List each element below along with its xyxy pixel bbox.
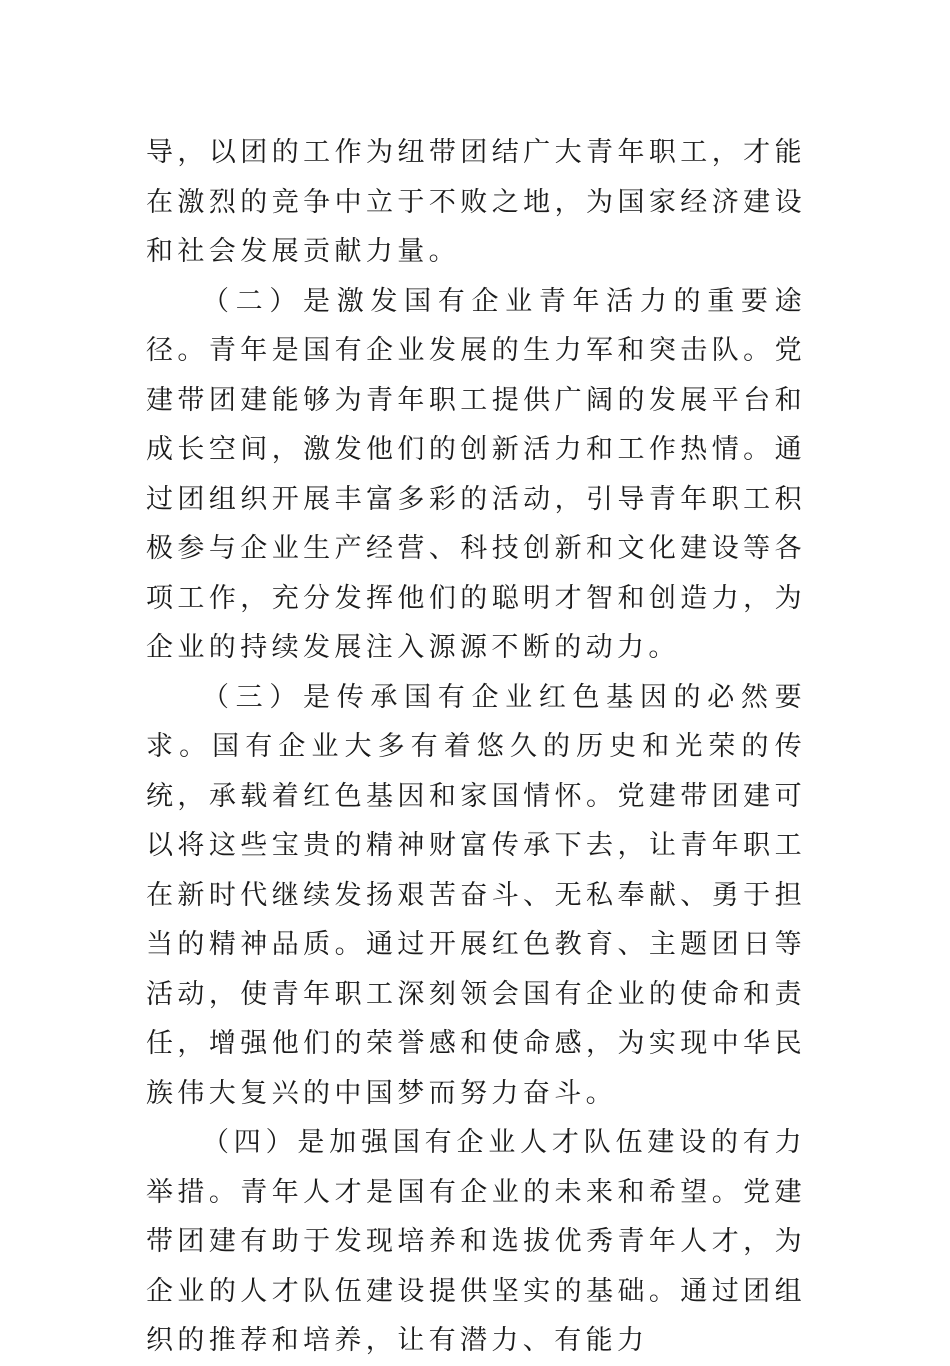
section-heading: （四）是加强国有企业人才队伍建设的有力举措。 [146,1127,806,1208]
paragraph-text: 国有企业大多有着悠久的历史和光荣的传统，承载着红色基因和家国情怀。党建带团建可以将这些宝贵的精神财富传承下去，让青年职工在新时代继续发扬艰苦奋斗、无私奉献、勇于担当的精神品质。通过开展红色教育、主题团日等活动，使青年职工深刻领会国有企业的使命和责任，增强他们的荣誉感和使命感，为实现中华民族伟大复兴的中国梦而努力奋斗。 [146,731,806,1109]
section-heading: （二）是激发国有企业青年活力的重要途径。 [146,285,806,366]
paragraph-continuation [146,128,806,277]
section-heading: （三）是传承国有企业红色基因的必然要求。 [146,681,806,762]
document-page [146,128,806,1366]
paragraph-section-3 [146,673,806,1119]
paragraph-section-4 [146,1118,806,1366]
paragraph-text: 导，以团的工作为纽带团结广大青年职工，才能在激烈的竞争中立于不败之地，为国家经济建设和社会发展贡献力量。 [146,137,806,267]
paragraph-section-2 [146,277,806,673]
paragraph-text: 青年人才是国有企业的未来和希望。党建带团建有助于发现培养和选拔优秀青年人才，为企业的人才队伍建设提供坚实的基础。通过团组织的推荐和培养，让有潜力、有能力 [146,1176,807,1356]
paragraph-text: 青年是国有企业发展的生力军和突击队。党建带团建能够为青年职工提供广阔的发展平台和成长空间，激发他们的创新活力和工作热情。通过团组织开展丰富多彩的活动，引导青年职工积极参与企业生产经营、科技创新和文化建设等各项工作，充分发挥他们的聪明才智和创造力，为企业的持续发展注入源源不断的动力。 [146,335,806,663]
